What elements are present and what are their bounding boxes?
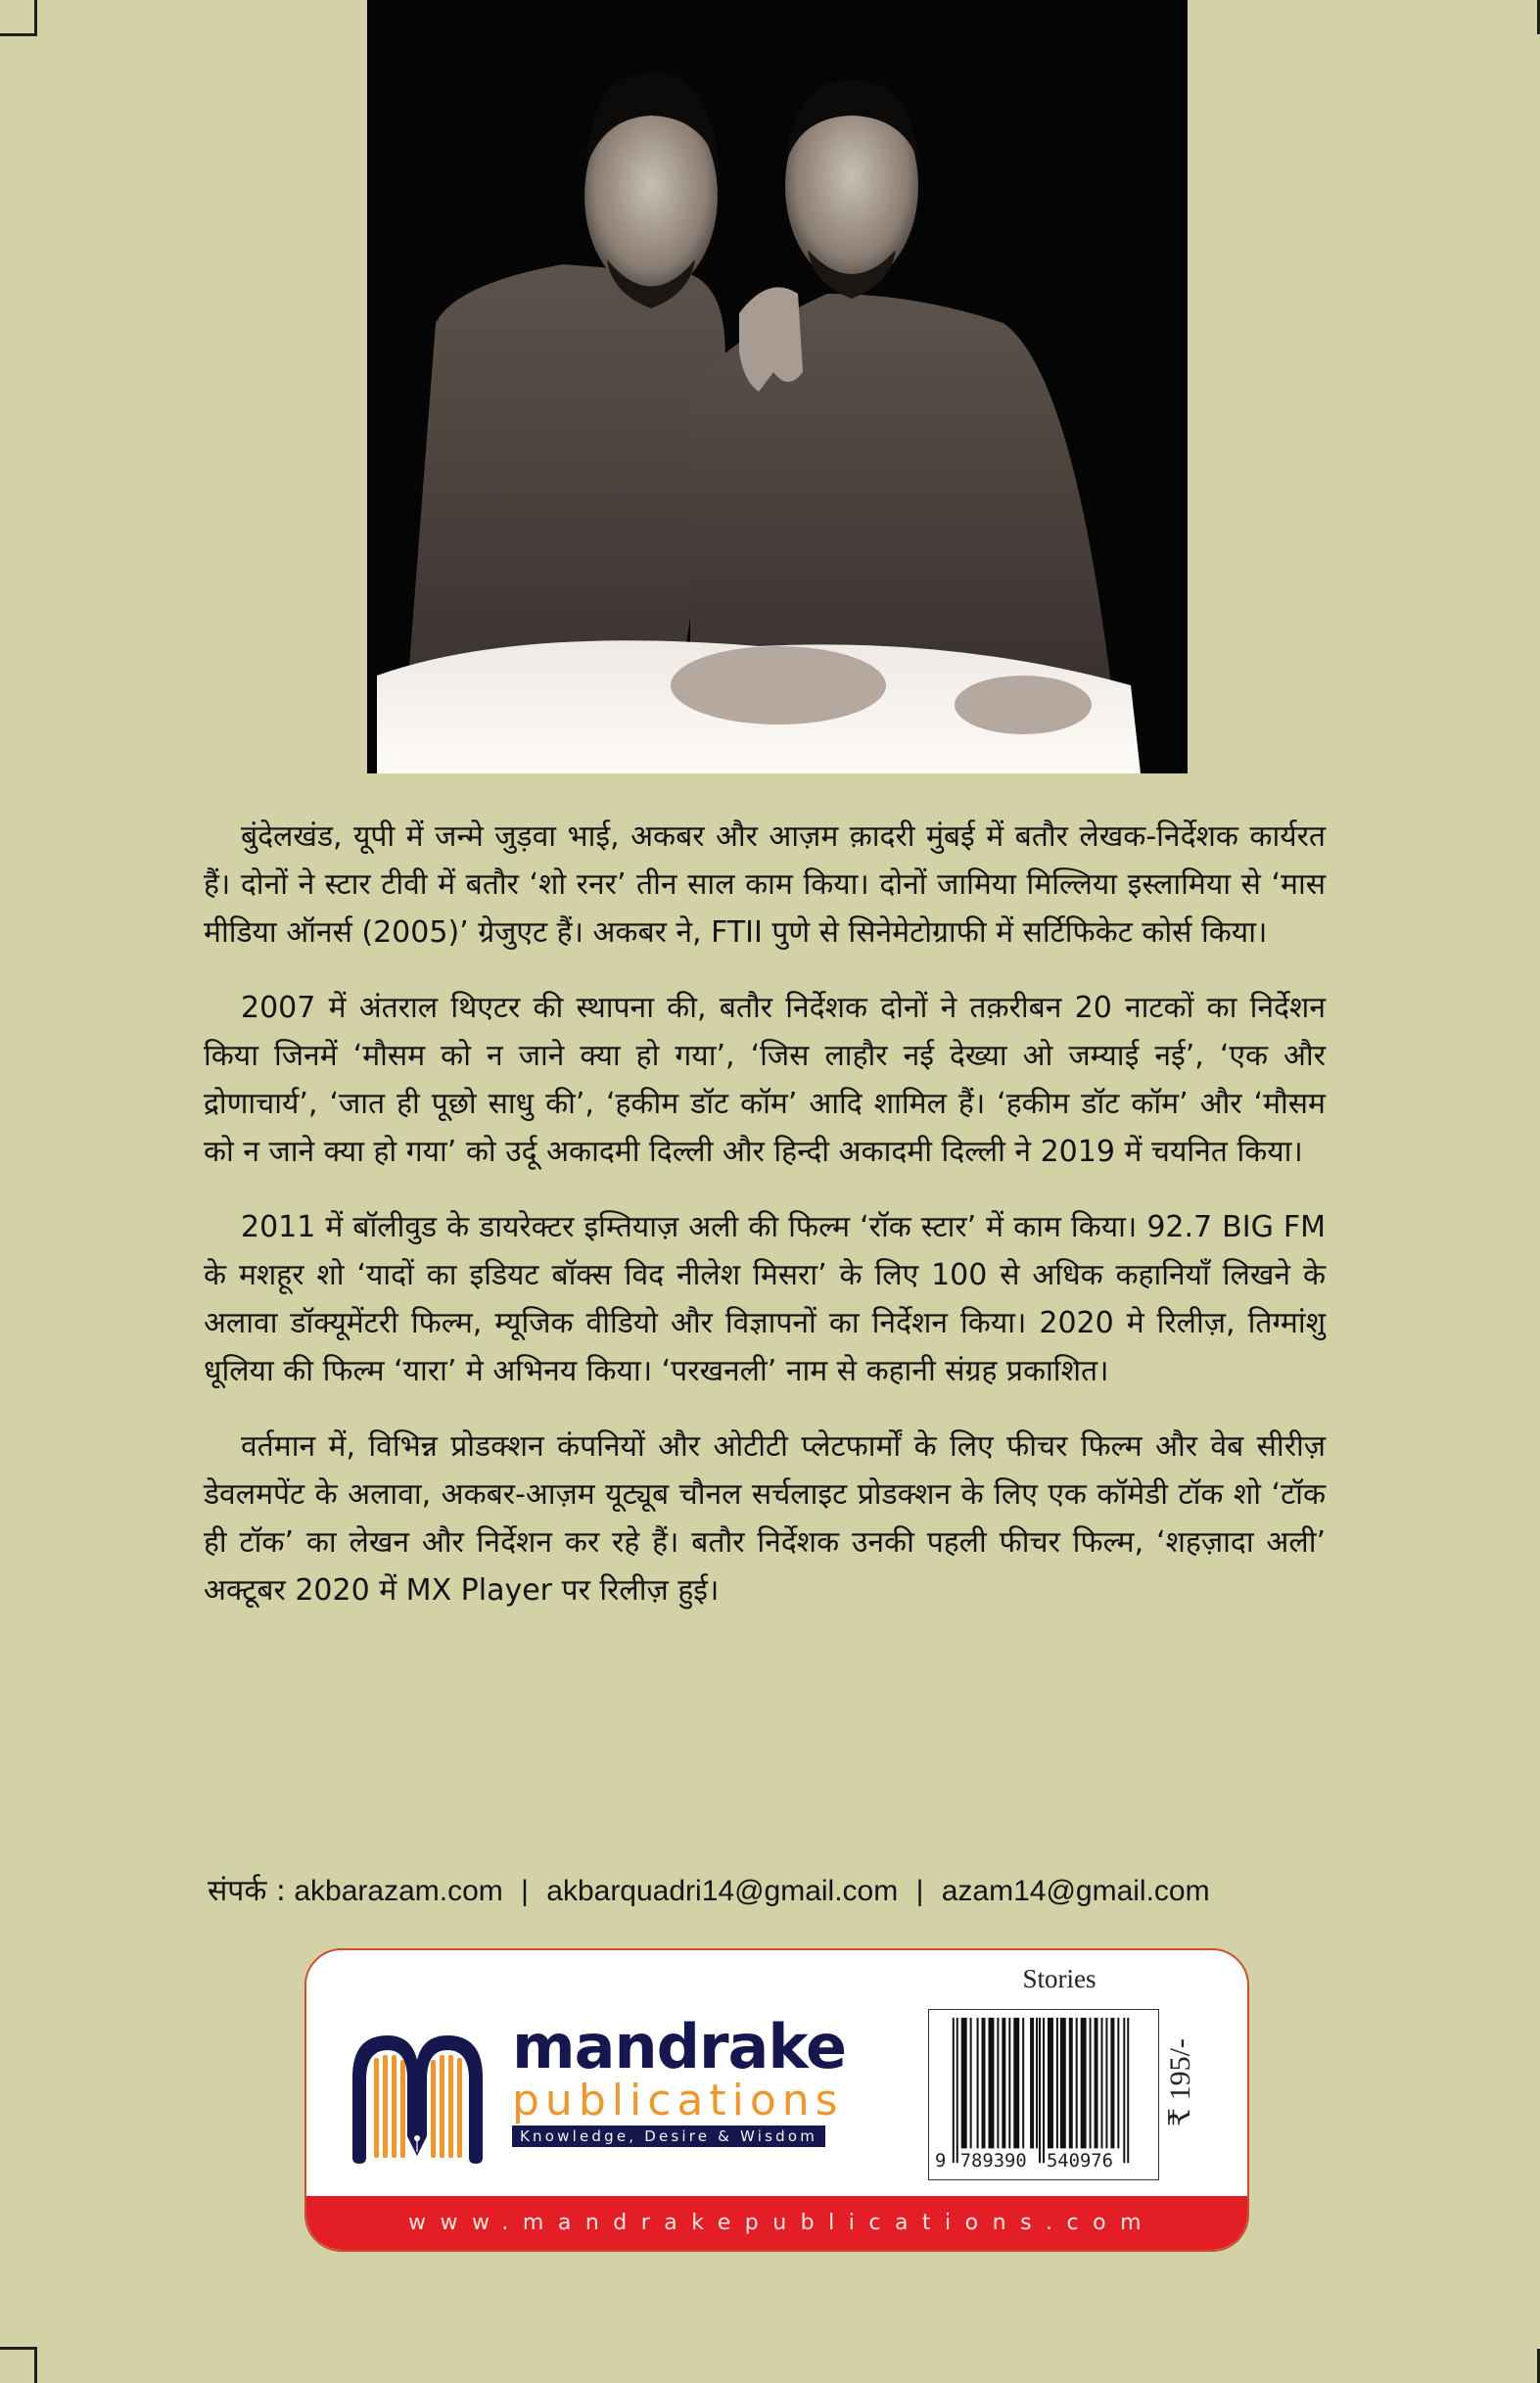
bio-paragraph-3: 2011 में बॉलीवुड के डायरेक्टर इम्तियाज़ अली की फिल्म ‘रॉक स्टार’ में काम किया। 92.7 BIG FM के मशहूर शो ‘यादों का इडियट बॉक्स विद नीलेश मिसरा’ के लिए 100 से अधिक कहानियाँ लिखने के अलावा डॉक्यूमेंटरी फिल्म, म्यूजिक वीडियो और विज्ञापनों का निर्देशन किया। 2020 मे रिलीज़, तिग्मांशु धूलिया की फिल्म ‘यारा’ मे अभिनय किया। ‘परखनली’ नाम से कहानी संग्रह प्रकाशित।: [204, 1210, 1326, 1388]
book-price: ₹ 195/-: [1164, 2038, 1196, 2126]
bio-paragraph-4: वर्तमान में, विभिन्न प्रोडक्शन कंपनियों और ओटीटी प्लेटफार्मों के लिए फीचर फिल्म और वेब सीरीज़ डेवलमपेंट के अलावा, अकबर-आज़म यूट्यूब चौनल सर्चलाइट प्रोडक्शन के लिए एक कॉमेडी टॉक शो ‘टॉक ही टॉक’ का लेखन और निर्देशन कर रहे हैं। बतौर निर्देशक उनकी पहली फीचर फिल्म, ‘शहज़ादा अली’ अक्टूबर 2020 में MX Player पर रिलीज़ हुई।: [204, 1429, 1326, 1608]
publisher-subname: publications: [512, 2076, 844, 2126]
bio-paragraph-2: 2007 में अंतराल थिएटर की स्थापना की, बतौर निर्देशक दोनों ने तक़रीबन 20 नाटकों का निर्देशन किया जिनमें ‘मौसम को न जाने क्या हो गया’, ‘जिस लाहौर नई देख्या ओ जम्याई नई’, ‘एक और द्रोणाचार्य’, ‘जात ही पूछो साधु की’, ‘हकीम डॉट कॉम’ आदि शामिल हैं। ‘हकीम डॉट कॉम’ और ‘मौसम को न जाने क्या हो गया’ को उर्दू अकादमी दिल्ली और हिन्दी अकादमी दिल्ली ने 2019 में चयनित किया।: [204, 991, 1326, 1169]
crop-mark-bottom-left: [0, 2347, 37, 2383]
contact-line: [208, 1872, 1333, 1911]
book-genre: Stories: [1022, 1964, 1097, 1993]
separator: |: [521, 1875, 529, 1907]
mandrake-m-book-pen-logo-icon: [347, 2031, 489, 2164]
barcode-digits: 540976: [1046, 2151, 1113, 2173]
author-photo: [367, 0, 1188, 773]
contact-label: संपर्क :: [208, 1874, 287, 1908]
publisher-website-band: [306, 2196, 1247, 2250]
publisher-name: mandrake: [512, 2011, 846, 2082]
author-bio: [204, 813, 1326, 1642]
publisher-brand: [512, 2011, 846, 2147]
bio-paragraph-1: बुंदेलखंड, यूपी में जन्मे जुड़वा भाई, अकबर और आज़म क़ादरी मुंबई में बतौर लेखक-निर्देशक कार्यरत हैं। दोनों ने स्टार टीवी में बतौर ‘शो रनर’ तीन साल काम किया। दोनों जामिया मिल्लिया इस्लामिया से ‘मास मीडिया ऑनर्स (2005)’ ग्रेजुएट हैं। अकबर ने, FTII पुणे से सिनेमेटोग्राफी में सर्टिफिकेट कोर्स किया।: [204, 819, 1326, 950]
email-link-akbar[interactable]: akbarquadri14@gmail.com: [546, 1875, 899, 1907]
publisher-tagline: Knowledge, Desire & Wisdom: [512, 2126, 825, 2147]
barcode-icon: [929, 2010, 1158, 2179]
barcode-digits: 789390: [959, 2151, 1027, 2173]
publisher-card: [304, 1948, 1249, 2252]
barcode-digits: 9: [934, 2151, 947, 2173]
publisher-website-link[interactable]: www.mandrakepublications.com: [407, 2211, 1156, 2235]
separator: |: [915, 1875, 924, 1907]
crop-mark-top-left: [0, 0, 37, 36]
portrait-illustration-icon: [367, 0, 1188, 773]
website-link[interactable]: akbarazam.com: [294, 1875, 503, 1907]
email-link-azam[interactable]: azam14@gmail.com: [941, 1875, 1210, 1907]
isbn-barcode: [928, 2009, 1159, 2180]
